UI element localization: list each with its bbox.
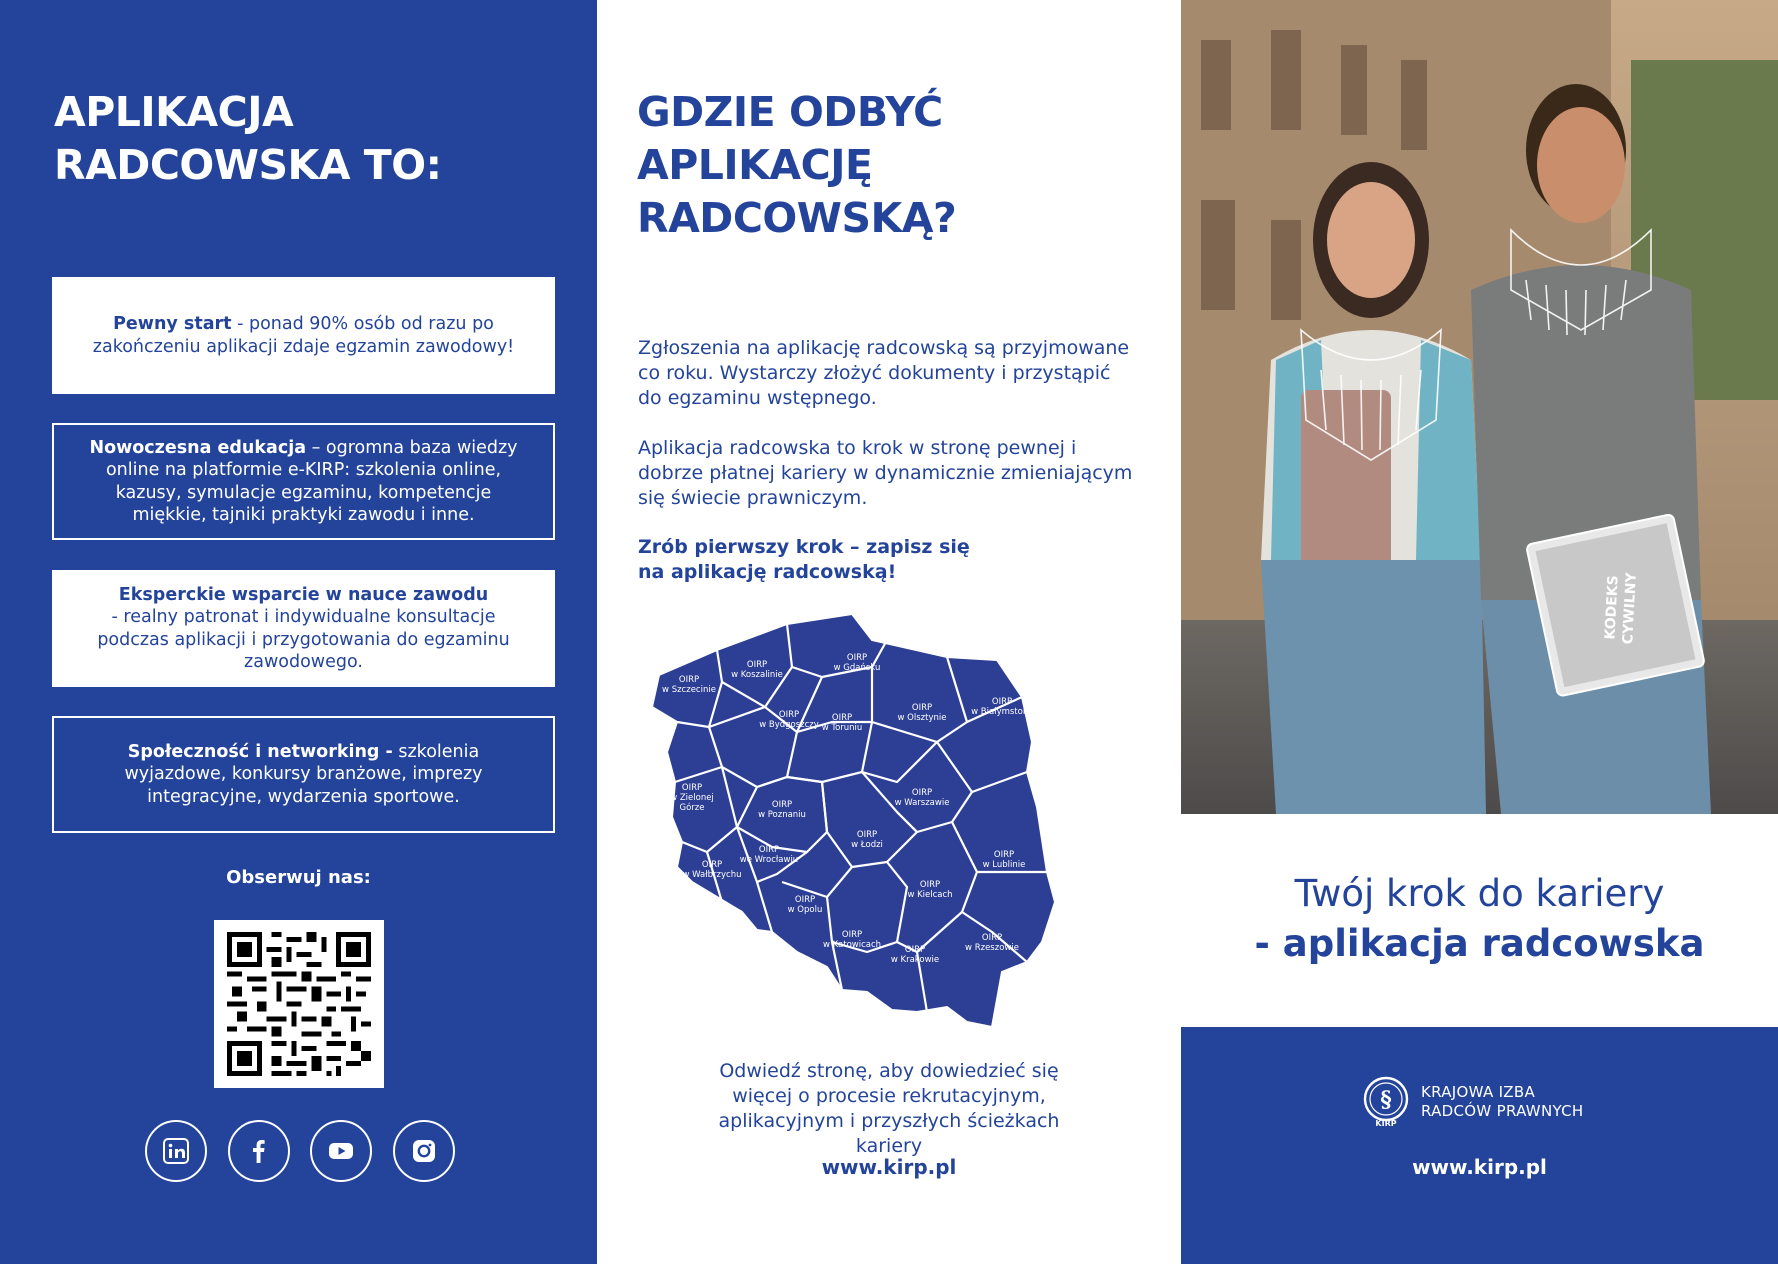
students-photo [1181,0,1778,814]
map-region-label: OIRP w Szczecinie [662,675,716,695]
map-region-label: OIRP w Toruniu [821,713,863,733]
book-label: KODEKSCYWILNY [1602,572,1640,645]
map-region-label: OIRP w Gdańsku [833,653,881,673]
svg-text:KIRP: KIRP [1375,1119,1397,1128]
benefit-bold: Nowoczesna edukacja [89,437,306,458]
left-title: APLIKACJA RADCOWSKA TO: [54,88,442,189]
website-link[interactable]: www.kirp.pl [821,1155,957,1179]
right-panel [1181,0,1778,1264]
benefit-text: szkolenia wyjazdowe, konkursy branżowe, imprezy integracyjne, wydarzenia sportowe. [124,741,483,807]
benefit-box-education [52,423,555,540]
intro-paragraph: Zgłoszenia na aplikację radcowską są przyjmowane co roku. Wystarczy złożyć dokumenty i przystąpić do egzaminu wstępnego. [638,337,1130,409]
map-region-label: OIRP w Bydgoszczy [759,710,819,730]
svg-text:§: § [1380,1087,1392,1113]
youtube-icon[interactable] [310,1120,372,1182]
follow-label: Obserwuj nas: [226,867,371,888]
benefit-text: - realny patronat i indywidualne konsultacje podczas aplikacji i przygotowania do egzaminu zawodowego. [97,607,510,672]
map-region-label: OIRP w Koszalinie [731,660,783,680]
logo-line-1: KRAJOWA IZBA [1421,1083,1536,1101]
left-panel [0,0,597,1264]
facebook-icon[interactable] [228,1120,290,1182]
kirp-logo-icon [1361,1075,1411,1129]
footer-box [1181,1027,1778,1264]
map-region-label: OIRP w Katowicach [822,930,882,950]
logo-line-2: RADCÓW PRAWNYCH [1421,1102,1584,1120]
map-region-label: OIRP w Poznaniu [758,800,806,820]
qr-code-graphic [226,932,372,1076]
instagram-icon[interactable] [393,1120,455,1182]
map-region-label: OIRP we Wrocławiu [739,845,799,865]
map-region-label: OIRP w Warszawie [894,788,950,808]
kirp-logo [1361,1075,1583,1129]
map-region-label: OIRP w Łodzi [851,830,883,850]
visit-text: Odwiedź stronę, aby dowiedzieć się więcej o procesie rekrutacyjnym, aplikacyjnym i przyszłych ścieżkach kariery [718,1060,1060,1157]
middle-panel [597,0,1181,1264]
social-links [145,1120,455,1184]
call-to-action: Zrób pierwszy krok – zapisz się na aplikację radcowską! [638,536,970,583]
map-region-label: OIRP w Zielonej Górze [670,783,714,813]
map-region-label: OIRP w Białymstoku [971,697,1033,717]
map-region-label: OIRP w Rzeszowie [965,933,1019,953]
middle-title: GDZIE ODBYĆ APLIKACJĘ RADCOWSKĄ? [637,88,957,242]
map-region-label: OIRP w Wałbrzychu [682,860,742,880]
linkedin-icon[interactable] [145,1120,207,1182]
map-outline [652,614,1055,1027]
map-region-label: OIRP w Lublinie [982,850,1026,870]
map-region-label: OIRP w Olsztynie [897,703,947,723]
benefit-box-start [52,277,555,394]
map-region-label: OIRP w Opolu [787,895,823,915]
benefit-bold: Eksperckie wsparcie w nauce zawodu [118,584,489,605]
benefit-box-networking [52,716,555,833]
benefit-bold: Pewny start [113,314,232,334]
map-region-label: OIRP w Kielcach [907,880,953,900]
tagline-bold: - aplikacja radcowska [1254,922,1705,965]
career-paragraph: Aplikacja radcowska to krok w stronę pewnej i dobrze płatnej kariery w dynamicznie zmieniającym się świecie prawniczym. [638,437,1133,509]
tagline-light: Twój krok do kariery [1294,872,1665,915]
qr-code[interactable] [214,920,384,1088]
map-region-label: OIRP w Krakowie [890,945,940,965]
benefit-box-support [52,570,555,687]
benefit-text: - ponad 90% osób od razu po zakończeniu aplikacji zdaje egzamin zawodowy! [92,314,515,357]
benefit-text: – ogromna baza wiedzy online na platformie e-KIRP: szkolenia online, kazusy, symulacje egzaminu, kompetencje miękkie, tajniki praktyki zawodu i inne. [105,437,518,525]
benefit-bold: Społeczność i networking - [127,741,393,762]
poland-map [647,612,1127,1042]
website-link[interactable]: www.kirp.pl [1412,1155,1547,1179]
